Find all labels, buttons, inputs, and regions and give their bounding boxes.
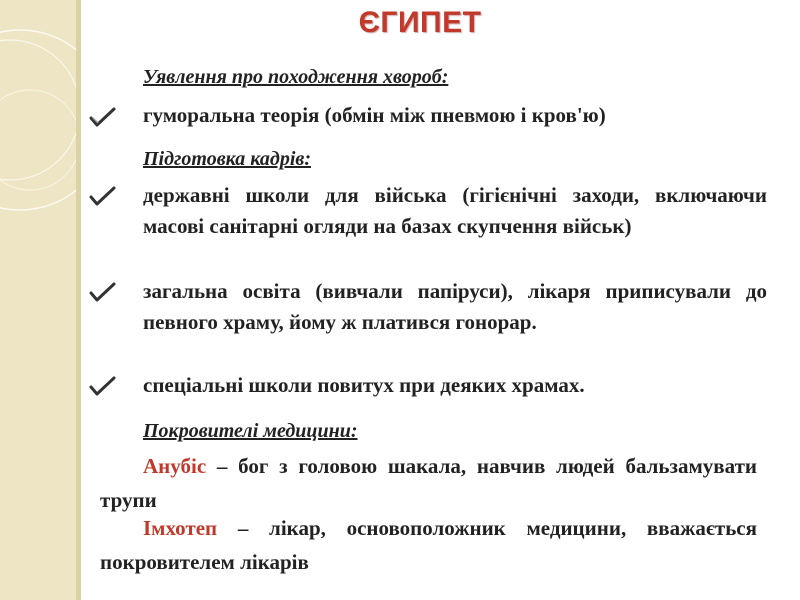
patron-name: Імхотеп (143, 516, 218, 540)
section-heading-training: Підготовка кадрів: (143, 148, 311, 170)
checkmark-icon (88, 375, 118, 397)
patron-description: – бог з головою шакала, навчив людей бальзамувати трупи (100, 454, 757, 512)
sidebar-divider (76, 0, 81, 600)
checkmark-icon (88, 106, 118, 128)
section-heading-disease-origin: Уявлення про походження хвороб: (143, 66, 449, 88)
checkmark-icon (88, 185, 118, 207)
bullet-item: державні школи для війська (гігієнічні заходи, включаючи масові санітарні огляди на базах скупчення військ) (143, 183, 767, 238)
bullet-item: загальна освіта (вивчали папіруси), лікаря приписували до певного храму, йому ж платився гонорар. (143, 279, 767, 334)
bullet-item: гуморальна теорія (обмін між пневмою і кров'ю) (143, 103, 606, 127)
bullet-item: спеціальні школи повитух при деяких храмах. (143, 373, 585, 397)
checkmark-icon (88, 281, 118, 303)
patron-description: – лікар, основоположник медицини, вважається покровителем лікарів (100, 516, 757, 574)
decorative-arcs (0, 0, 76, 230)
patron-paragraph (100, 511, 757, 579)
section-heading-patrons: Покровителі медицини: (143, 420, 358, 442)
slide-title: ЄГИПЕТ (358, 6, 482, 39)
patron-name: Анубіс (143, 454, 207, 478)
sidebar-decoration (0, 0, 76, 600)
patron-paragraph (100, 449, 757, 517)
